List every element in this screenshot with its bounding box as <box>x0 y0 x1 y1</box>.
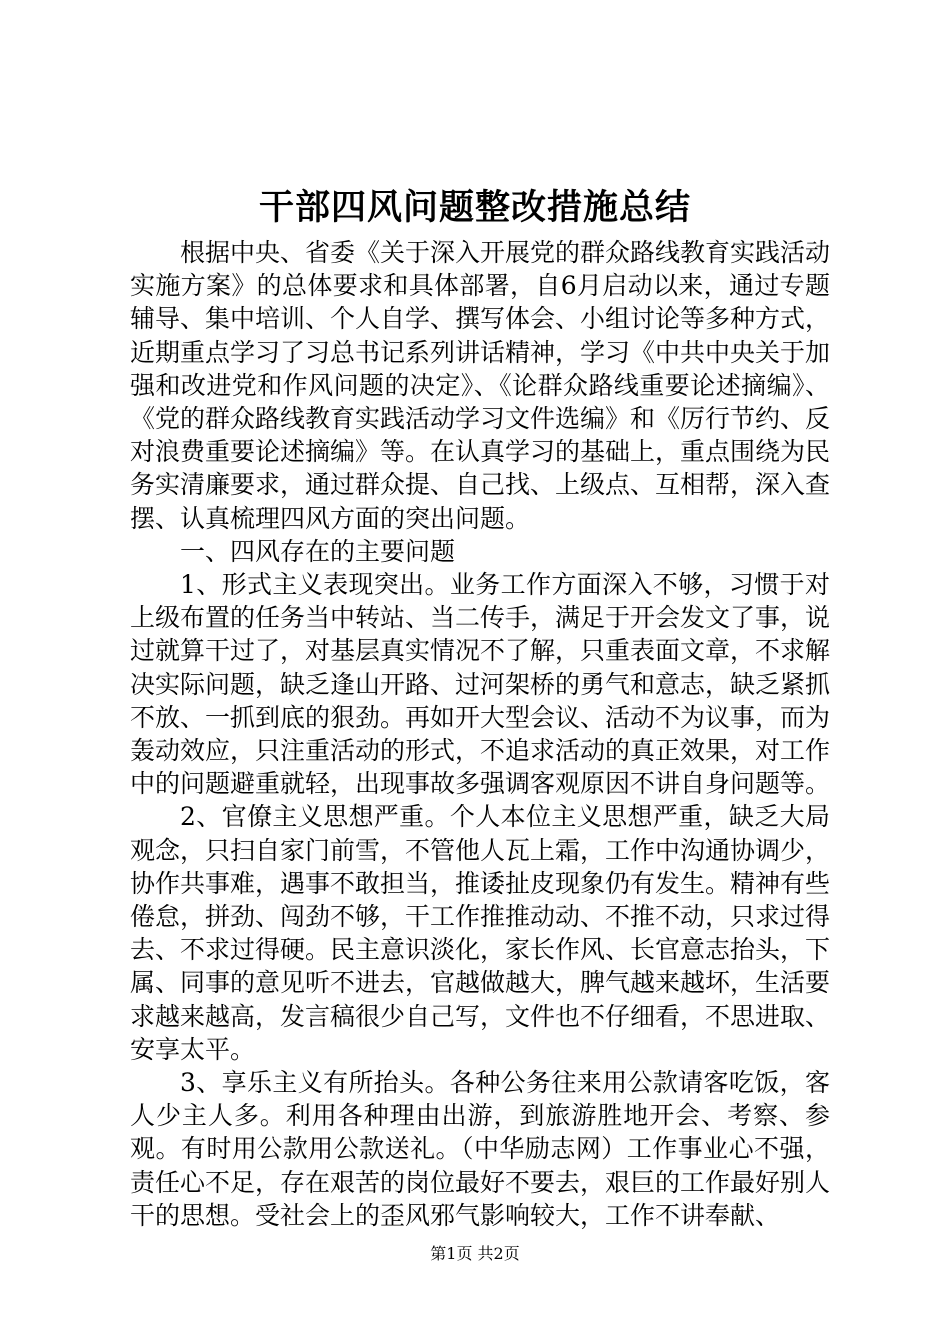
paragraph-formalism: 1、形式主义表现突出。业务工作方面深入不够，习惯于对上级布置的任务当中转站、当二传手，满足于开会发文了事，说过就算干过了，对基层真实情况不了解，只重表面文章，不求解决实际问题，缺乏逢山开路、过河架桥的勇气和意志，缺乏紧抓不放、一抓到底的狠劲。再如开大型会议、活动不为议事，而为轰动效应，只注重活动的形式，不追求活动的真正效果，对工作中的问题避重就轻，出现事故多强调客观原因不讲自身问题等。 <box>130 570 831 799</box>
page-number-footer: 第1页 共2页 <box>430 1244 520 1263</box>
document-body <box>130 236 830 1232</box>
paragraph-bureaucratism: 2、官僚主义思想严重。个人本位主义思想严重，缺乏大局观念，只扫自家门前雪，不管他人瓦上霜，工作中沟通协调少，协作共事难，遇事不敢担当，推诿扯皮现象仍有发生。精神有些倦怠，拼劲、闯劲不够，干工作推推动动、不推不动，只求过得去、不求过得硬。民主意识淡化，家长作风、长官意志抬头，下属、同事的意见听不进去，官越做越大，脾气越来越坏，生活要求越来越高，发言稿很少自己写，文件也不仔细看，不思进取、安享太平。 <box>130 802 831 1064</box>
paragraph-intro: 根据中央、省委《关于深入开展党的群众路线教育实践活动实施方案》的总体要求和具体部署，自6月启动以来，通过专题辅导、集中培训、个人自学、撰写体会、小组讨论等多种方式，近期重点学习了习总书记系列讲话精神，学习《中共中央关于加强和改进党和作风问题的决定》、《论群众路线重要论述摘编》、《党的群众路线教育实践活动学习文件选编》和《厉行节约、反对浪费重要论述摘编》等。在认真学习的基础上，重点围绕为民务实清廉要求，通过群众提、自己找、上级点、互相帮，深入查摆、认真梳理四风方面的突出问题。 <box>130 238 831 533</box>
paragraph-hedonism: 3、享乐主义有所抬头。各种公务往来用公款请客吃饭，客人少主人多。利用各种理由出游，到旅游胜地开会、考察、参观。有时用公款用公款送礼。（中华励志网）工作事业心不强，责任心不足，存在艰苦的岗位最好不要去，艰巨的工作最好别人干的思想。受社会上的歪风邪气影响较大，工作不讲奉献、 <box>130 1068 831 1230</box>
document-title: 干部四风问题整改措施总结 <box>258 187 691 228</box>
section-heading: 一、四风存在的主要问题 <box>180 536 456 566</box>
